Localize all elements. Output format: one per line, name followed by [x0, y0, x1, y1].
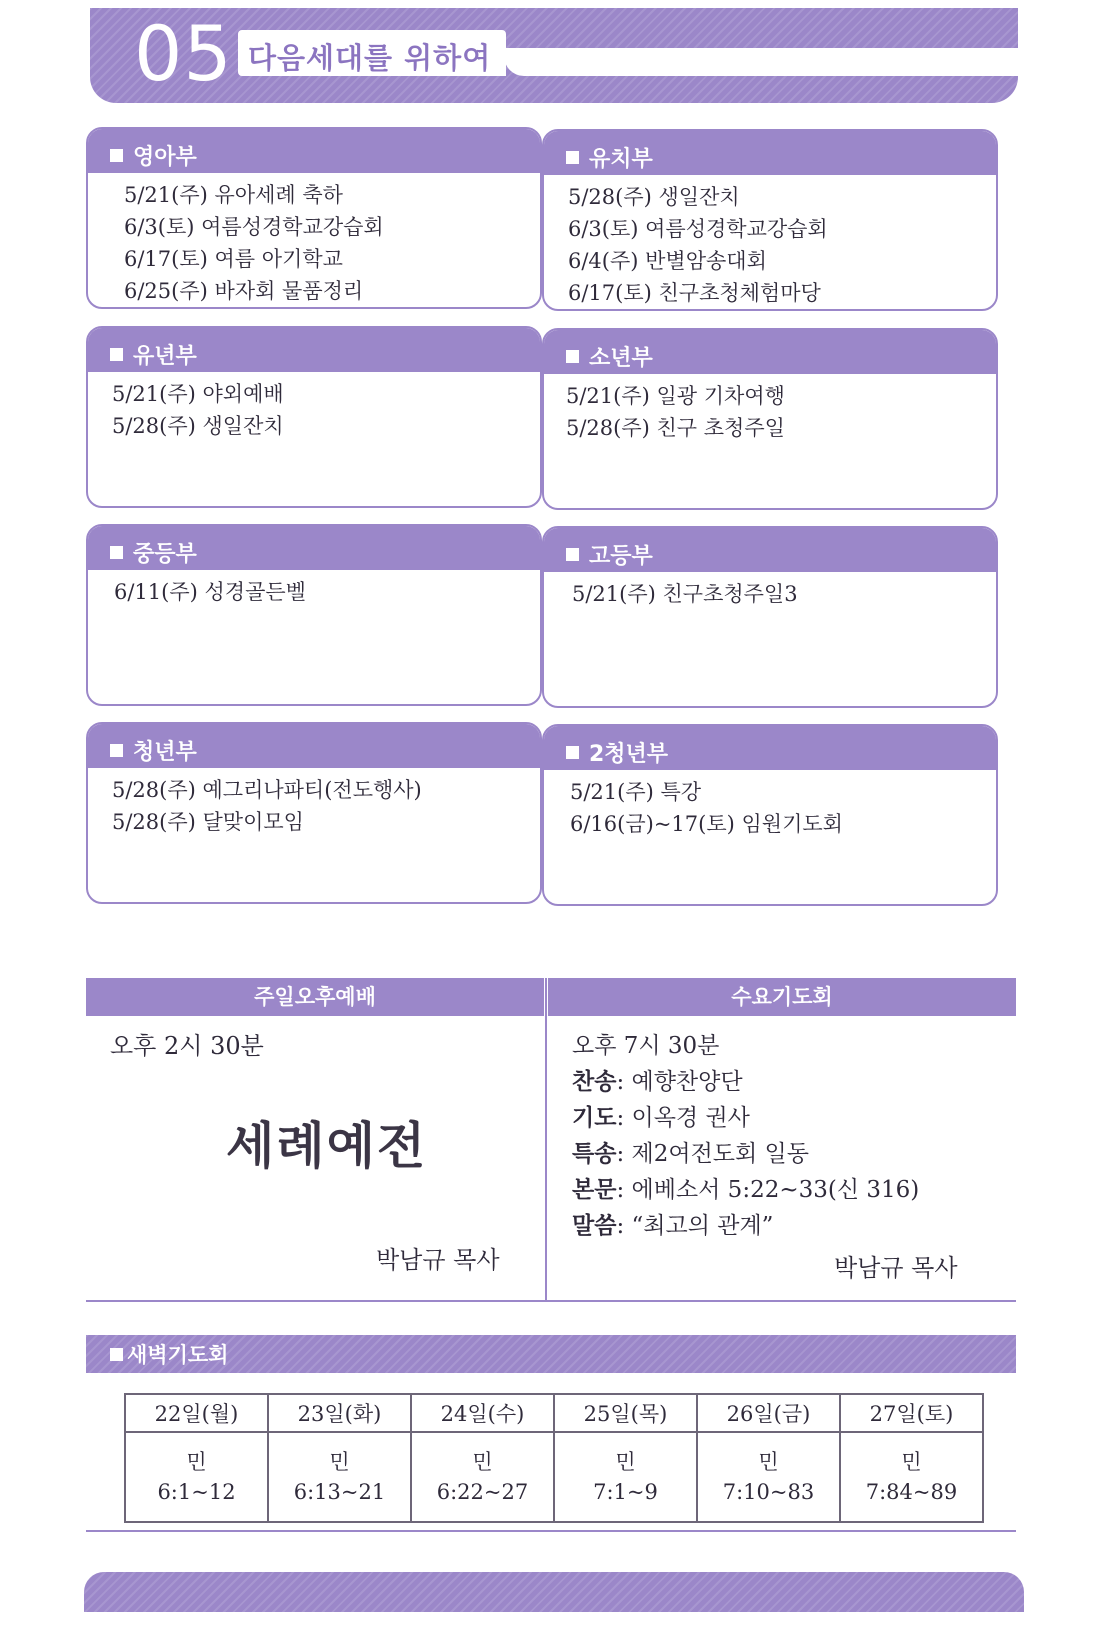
book-name: 민	[329, 1450, 350, 1474]
dawn-prayer-title: 새벽기도회	[127, 1343, 229, 1367]
section-rule	[86, 1300, 1016, 1302]
square-bullet-icon	[566, 746, 579, 759]
worship-section	[86, 978, 1016, 1302]
verse-cell	[840, 1432, 983, 1522]
verse-range: 6:22~27	[436, 1480, 529, 1504]
dept-name: 중등부	[133, 541, 197, 567]
sunday-afternoon-title: 주일오후예배	[86, 978, 544, 1016]
dept-item: 5/21(주) 일광 기차여행	[566, 384, 785, 408]
dept-item: 5/21(주) 야외예배	[112, 382, 284, 406]
detail-label: 본문	[572, 1177, 617, 1203]
detail-row: 찬송: 예향찬양단	[572, 1069, 743, 1095]
dept-header	[544, 330, 996, 374]
dawn-prayer-header	[86, 1335, 1016, 1373]
dept-header	[544, 726, 996, 770]
book-name: 민	[901, 1450, 922, 1474]
dept-items	[544, 572, 996, 610]
footer-bar	[84, 1572, 1024, 1612]
detail-value: 예향찬양단	[631, 1069, 743, 1095]
detail-row: 특송: 제2여전도회 일동	[572, 1141, 809, 1167]
dept-items	[88, 768, 540, 838]
section-number: 05	[134, 9, 233, 98]
dept-name: 2청년부	[589, 741, 669, 767]
dept-name: 유년부	[133, 343, 197, 369]
dept-item: 6/17(토) 친구초청체험마당	[568, 281, 821, 305]
dept-item: 5/28(주) 친구 초청주일	[566, 416, 785, 440]
dept-item: 6/3(토) 여름성경학교강습회	[568, 217, 828, 241]
dept-box-kindergarten	[542, 129, 998, 311]
book-name: 민	[758, 1450, 779, 1474]
dept-items	[88, 570, 540, 608]
detail-value: 에베소서 5:22~33(신 316)	[631, 1177, 920, 1203]
dept-box-infant	[86, 127, 542, 309]
wednesday-prayer-title: 수요기도회	[548, 978, 1016, 1016]
dept-box-young-adult	[86, 722, 542, 904]
title-tab-extension	[504, 48, 1018, 76]
square-bullet-icon	[110, 348, 123, 361]
dawn-prayer-table	[124, 1393, 984, 1523]
square-bullet-icon	[110, 546, 123, 559]
dept-box-primary	[86, 326, 542, 508]
table-row	[125, 1394, 983, 1432]
verse-cell	[554, 1432, 697, 1522]
verse-cell	[411, 1432, 554, 1522]
wednesday-prayer-time: 오후 7시 30분	[572, 1033, 720, 1059]
sunday-afternoon-event: 세례예전	[226, 1116, 428, 1175]
verse-cell	[268, 1432, 411, 1522]
dept-items	[88, 173, 540, 307]
day-cell: 26일(금)	[697, 1394, 840, 1432]
book-name: 민	[472, 1450, 493, 1474]
dept-items	[88, 372, 540, 442]
square-bullet-icon	[110, 1348, 123, 1361]
dept-item: 6/16(금)~17(토) 임원기도회	[570, 812, 843, 836]
verse-cell	[125, 1432, 268, 1522]
dept-item: 5/21(주) 유아세례 축하	[124, 183, 343, 207]
square-bullet-icon	[110, 744, 123, 757]
sunday-afternoon-pastor: 박남규 목사	[376, 1246, 500, 1274]
detail-row: 기도: 이옥경 권사	[572, 1105, 750, 1131]
verse-range: 7:1~9	[593, 1480, 658, 1504]
day-cell: 22일(월)	[125, 1394, 268, 1432]
verse-cell	[697, 1432, 840, 1522]
dept-items	[544, 175, 996, 309]
verse-range: 6:1~12	[157, 1480, 236, 1504]
detail-row: 본문: 에베소서 5:22~33(신 316)	[572, 1177, 920, 1203]
verse-range: 7:84~89	[865, 1480, 958, 1504]
dept-item: 5/28(주) 생일잔치	[112, 414, 284, 438]
column-divider	[545, 978, 547, 1302]
dept-item: 5/28(주) 생일잔치	[568, 185, 740, 209]
page-title: 다음세대를 위하여	[248, 41, 492, 75]
detail-label: 기도	[572, 1105, 617, 1131]
day-cell: 25일(목)	[554, 1394, 697, 1432]
dept-header	[88, 328, 540, 372]
square-bullet-icon	[566, 548, 579, 561]
dept-name: 유치부	[589, 146, 653, 172]
square-bullet-icon	[566, 151, 579, 164]
square-bullet-icon	[110, 149, 123, 162]
dept-name: 청년부	[133, 739, 197, 765]
day-cell: 27일(토)	[840, 1394, 983, 1432]
dept-box-high-school	[542, 526, 998, 708]
dept-box-young-adult-2	[542, 724, 998, 906]
wednesday-prayer-details	[572, 1028, 919, 1244]
dept-item: 5/21(주) 특강	[570, 780, 702, 804]
dept-box-middle-school	[86, 524, 542, 706]
verse-range: 6:13~21	[293, 1480, 386, 1504]
dept-name: 소년부	[589, 345, 653, 371]
dept-items	[544, 770, 996, 840]
detail-value: 이옥경 권사	[631, 1105, 750, 1131]
book-name: 민	[615, 1450, 636, 1474]
dept-header	[544, 131, 996, 175]
dept-header	[88, 129, 540, 173]
detail-label: 말씀	[572, 1213, 617, 1239]
dept-item: 5/28(주) 예그리나파티(전도행사)	[112, 778, 422, 802]
table-row	[125, 1432, 983, 1522]
book-name: 민	[186, 1450, 207, 1474]
detail-label: 찬송	[572, 1069, 617, 1095]
dept-item: 6/3(토) 여름성경학교강습회	[124, 215, 384, 239]
day-cell: 24일(수)	[411, 1394, 554, 1432]
dept-name: 영아부	[133, 144, 197, 170]
dept-item: 5/21(주) 친구초청주일3	[572, 582, 798, 606]
sunday-afternoon-time: 오후 2시 30분	[110, 1032, 264, 1060]
dept-items	[544, 374, 996, 444]
dept-item: 5/28(주) 달맞이모임	[112, 810, 304, 834]
dept-item: 6/17(토) 여름 아기학교	[124, 247, 343, 271]
square-bullet-icon	[566, 350, 579, 363]
dept-header	[88, 724, 540, 768]
dept-item: 6/11(주) 성경골든벨	[114, 580, 306, 604]
detail-value: “최고의 관계”	[631, 1213, 774, 1239]
dept-name: 고등부	[589, 543, 653, 569]
dept-header	[544, 528, 996, 572]
detail-label: 특송	[572, 1141, 617, 1167]
header-banner	[90, 8, 1018, 103]
detail-value: 제2여전도회 일동	[631, 1141, 809, 1167]
dept-item: 6/25(주) 바자회 물품정리	[124, 279, 364, 303]
dept-box-junior	[542, 328, 998, 510]
wednesday-prayer-pastor: 박남규 목사	[834, 1254, 958, 1282]
detail-row: 말씀: “최고의 관계”	[572, 1213, 774, 1239]
section-rule	[86, 1530, 1016, 1532]
verse-range: 7:10~83	[722, 1480, 815, 1504]
dept-header	[88, 526, 540, 570]
dept-item: 6/4(주) 반별암송대회	[568, 249, 767, 273]
day-cell: 23일(화)	[268, 1394, 411, 1432]
